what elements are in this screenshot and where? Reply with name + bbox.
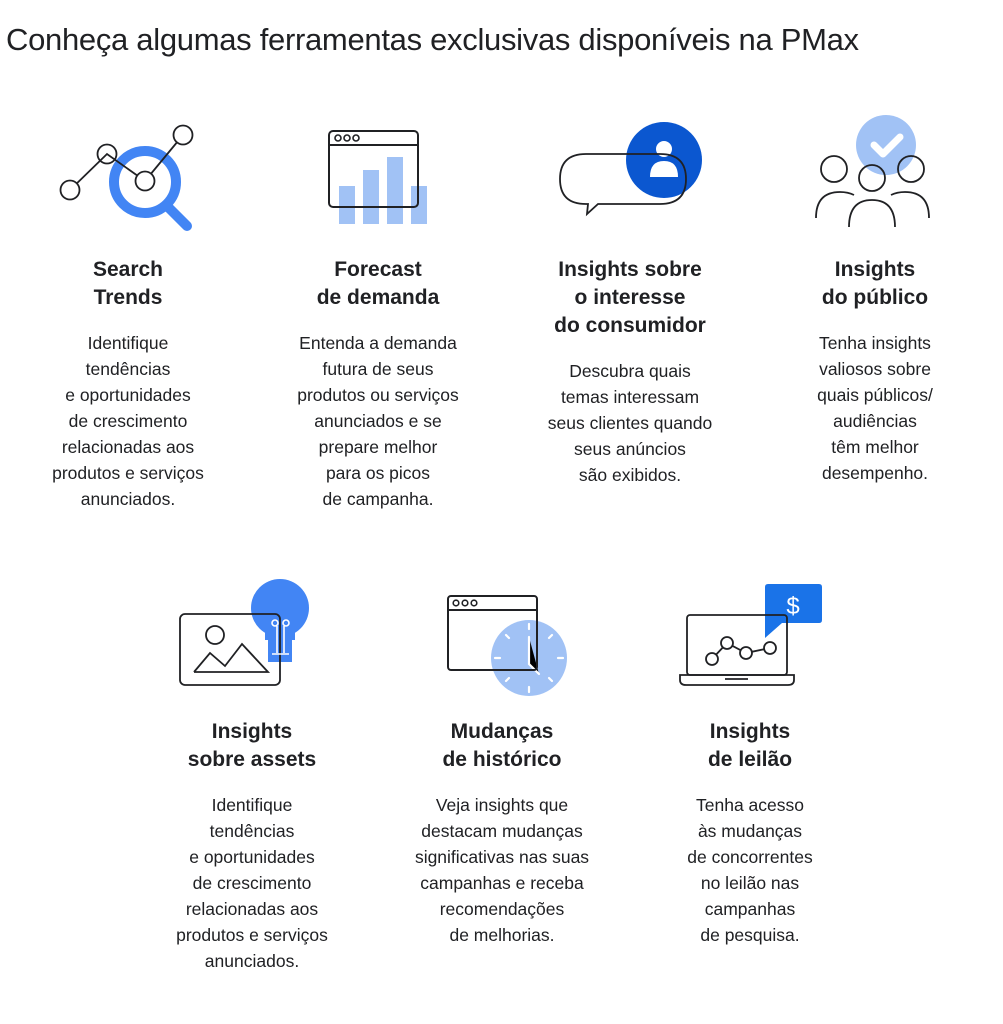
description-line: desempenho.: [821, 463, 929, 483]
description-line: de melhorias.: [449, 925, 555, 945]
heading-line: de demanda: [316, 286, 440, 309]
description-line: valiosos sobre: [819, 359, 931, 379]
description-line: destacam mudanças: [421, 821, 583, 841]
description-line: temas interessam: [560, 387, 700, 407]
description-line: tendências: [85, 359, 171, 379]
tool-card-assets: [152, 718, 352, 974]
page-title: Conheça algumas ferramentas exclusivas disponíveis na PMax: [6, 22, 859, 57]
description-line: seus anúncios: [574, 439, 686, 459]
tool-description: [790, 330, 960, 486]
description-line: futura de seus: [322, 359, 434, 379]
heading-line: do público: [821, 286, 929, 309]
tool-card-forecast: [278, 256, 478, 512]
tool-description: [278, 330, 478, 512]
laptop-dollar-icon: [678, 582, 828, 695]
description-line: relacionadas aos: [61, 437, 195, 457]
window-clock-icon: [444, 592, 574, 705]
heading-line: Insights: [211, 720, 293, 743]
description-line: são exibidos.: [578, 465, 682, 485]
forecast-chart-icon: [325, 128, 435, 233]
tool-description: [525, 358, 735, 488]
tool-heading: [525, 256, 735, 340]
description-line: produtos e serviços: [176, 925, 328, 945]
description-line: Entenda a demanda: [299, 333, 457, 353]
tool-description: [152, 792, 352, 974]
description-line: Tenha acesso: [696, 795, 804, 815]
description-line: de crescimento: [192, 873, 312, 893]
consumer-chat-icon: [550, 118, 710, 233]
tool-card-audience: [790, 256, 960, 486]
heading-line: Trends: [93, 286, 163, 309]
heading-line: do consumidor: [554, 314, 706, 337]
description-line: produtos ou serviços: [297, 385, 459, 405]
heading-line: Search: [92, 258, 164, 281]
description-line: de pesquisa.: [700, 925, 800, 945]
description-line: Descubra quais: [569, 361, 691, 381]
description-line: às mudanças: [697, 821, 803, 841]
heading-line: Insights: [834, 258, 916, 281]
description-line: campanhas: [704, 899, 796, 919]
heading-line: Insights: [709, 720, 791, 743]
description-line: para os picos: [325, 463, 431, 483]
image-lightbulb-icon: [175, 578, 315, 695]
tool-card-consumer-interest: [525, 256, 735, 488]
tool-card-history: [390, 718, 614, 948]
description-line: têm melhor: [831, 437, 919, 457]
description-line: campanhas e receba: [420, 873, 584, 893]
description-line: anunciados.: [80, 489, 176, 509]
description-line: seus clientes quando: [547, 413, 713, 433]
tool-heading: [278, 256, 478, 312]
tool-card-search-trends: [28, 256, 228, 512]
heading-line: Mudanças: [450, 720, 554, 743]
heading-line: Insights sobre: [558, 258, 702, 281]
description-line: e oportunidades: [65, 385, 191, 405]
tool-heading: [390, 718, 614, 774]
description-line: tendências: [209, 821, 295, 841]
tool-heading: [790, 256, 960, 312]
description-line: audiências: [833, 411, 917, 431]
heading-line: o interesse: [574, 286, 686, 309]
tool-description: [28, 330, 228, 512]
svg-text:$: $: [786, 593, 800, 620]
search-trends-icon: [55, 120, 200, 240]
description-line: de campanha.: [322, 489, 434, 509]
tool-heading: [655, 718, 845, 774]
description-line: Identifique: [211, 795, 293, 815]
description-line: de concorrentes: [687, 847, 813, 867]
description-line: Veja insights que: [435, 795, 569, 815]
description-line: Identifique: [87, 333, 169, 353]
tool-heading: [152, 718, 352, 774]
description-line: significativas nas suas: [414, 847, 590, 867]
description-line: prepare melhor: [318, 437, 438, 457]
audience-check-icon: [810, 112, 940, 237]
heading-line: de leilão: [707, 748, 793, 771]
tool-heading: [28, 256, 228, 312]
description-line: anunciados.: [204, 951, 300, 971]
tool-card-auction: [655, 718, 845, 948]
heading-line: de histórico: [442, 748, 562, 771]
description-line: relacionadas aos: [185, 899, 319, 919]
description-line: Tenha insights: [819, 333, 931, 353]
description-line: quais públicos/: [817, 385, 933, 405]
description-line: anunciados e se: [314, 411, 442, 431]
description-line: recomendações: [439, 899, 565, 919]
tool-description: [390, 792, 614, 948]
heading-line: Forecast: [334, 258, 422, 281]
tool-description: [655, 792, 845, 948]
description-line: no leilão nas: [700, 873, 800, 893]
heading-line: sobre assets: [187, 748, 317, 771]
description-line: produtos e serviços: [52, 463, 204, 483]
description-line: e oportunidades: [189, 847, 315, 867]
description-line: de crescimento: [68, 411, 188, 431]
